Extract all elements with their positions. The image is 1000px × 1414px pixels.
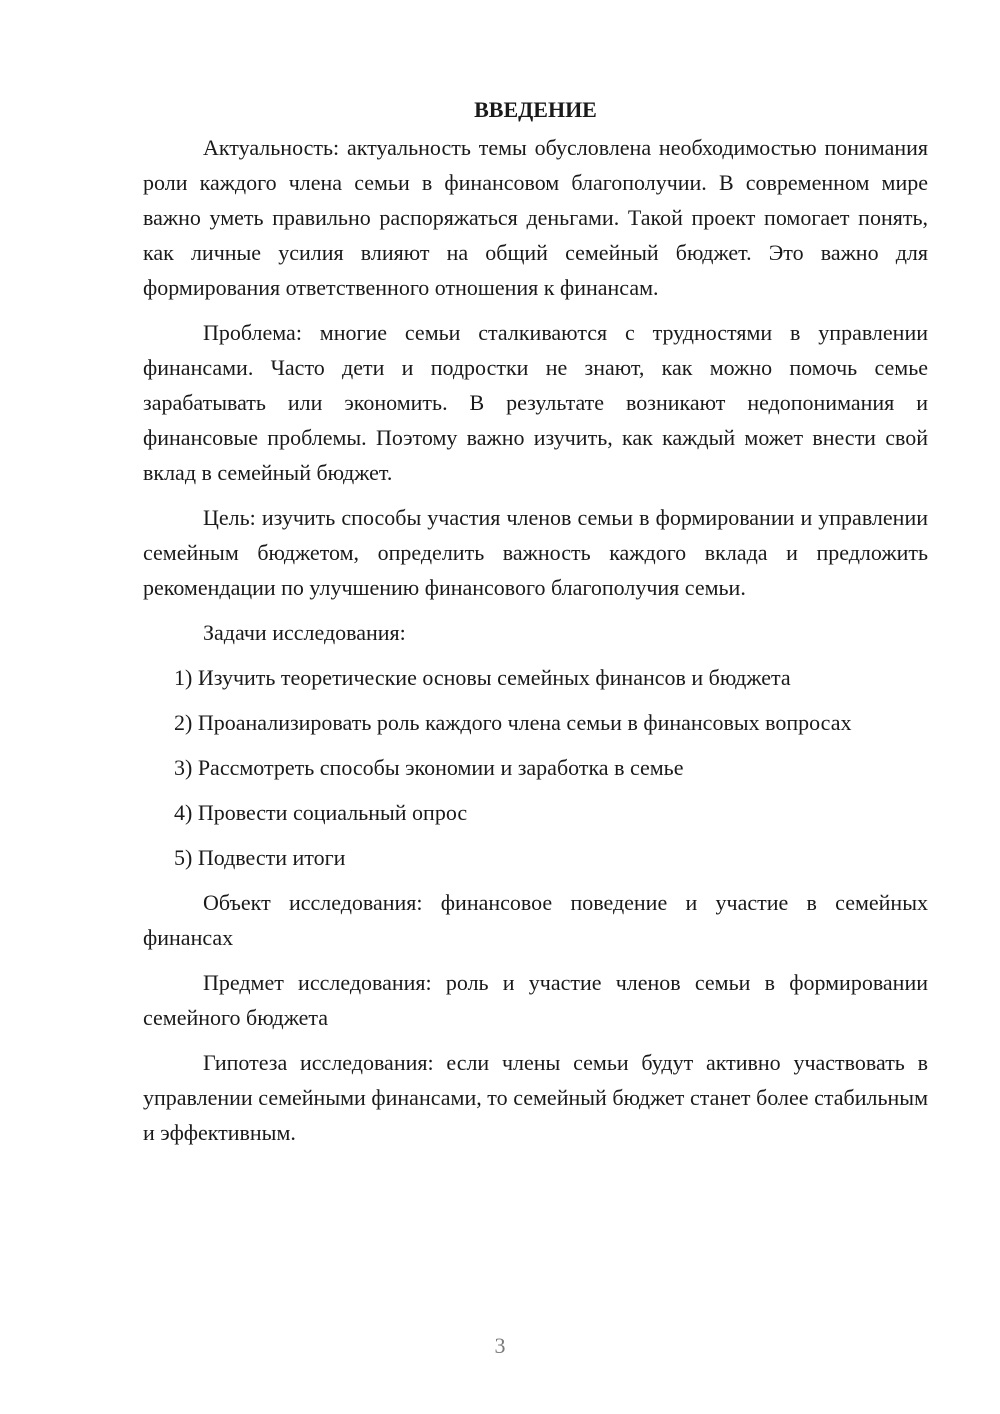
task-item: 5) Подвести итоги [174, 845, 346, 870]
task-item: 4) Провести социальный опрос [174, 800, 468, 825]
subject-paragraph: Предмет исследования: роль и участие членов семьи в формировании семейного бюджета [143, 970, 928, 1030]
task-item: 2) Проанализировать роль каждого члена семьи в финансовых вопросах [174, 710, 852, 735]
task-item: 1) Изучить теоретические основы семейных финансов и бюджета [174, 665, 791, 690]
problem-paragraph: Проблема: многие семьи сталкиваются с трудностями в управлении финансами. Часто дети и подростки не знают, как можно помочь семье зарабатывать или экономить. В результате возникают недопонимания и финансовые проблемы. Поэтому важно изучить, как каждый может внести свой вклад в семейный бюджет. [143, 320, 928, 485]
relevance-paragraph: Актуальность: актуальность темы обусловлена необходимостью понимания роли каждого члена семьи в финансовом благополучии. В современном мире важно уметь правильно распоряжаться деньгами. Такой проект помогает понять, как личные усилия влияют на общий семейный бюджет. Это важно для формирования ответственного отношения к финансам. [143, 135, 928, 300]
section-title: ВВЕДЕНИЕ [474, 97, 597, 122]
page-number: 3 [494, 1333, 506, 1358]
task-item: 3) Рассмотреть способы экономии и заработка в семье [174, 755, 684, 780]
hypothesis-paragraph: Гипотеза исследования: если члены семьи будут активно участвовать в управлении семейными финансами, то семейный бюджет станет более стабильным и эффективным. [143, 1050, 928, 1145]
goal-paragraph: Цель: изучить способы участия членов семьи в формировании и управлении семейным бюджетом, определить важность каждого вклада и предложить рекомендации по улучшению финансового благополучия семьи. [143, 505, 928, 600]
document-page [143, 92, 928, 1160]
tasks-heading: Задачи исследования: [203, 620, 406, 645]
object-paragraph: Объект исследования: финансовое поведение и участие в семейных финансах [143, 890, 928, 950]
